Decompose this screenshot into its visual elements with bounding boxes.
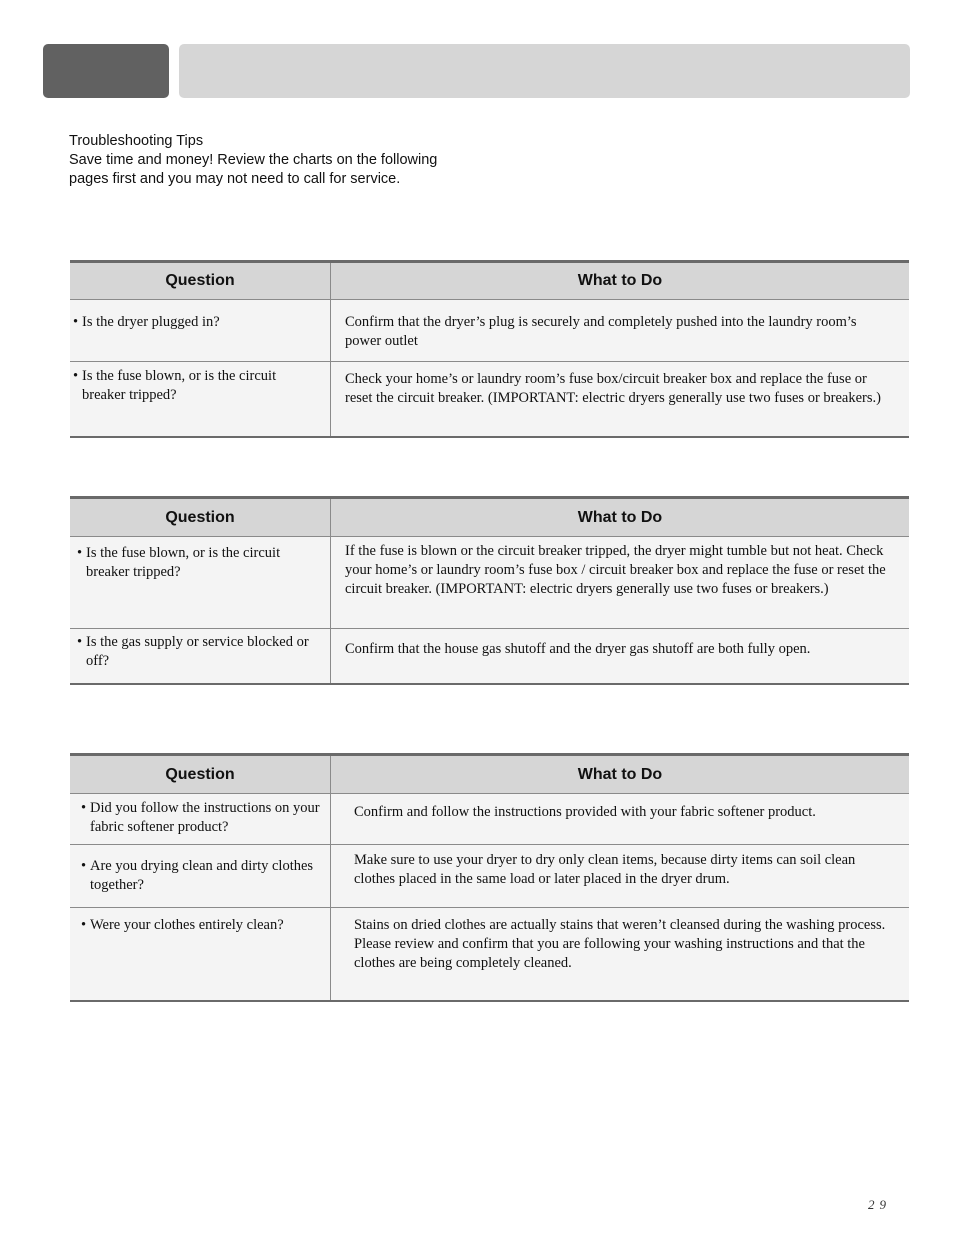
table-row: • Are you drying clean and dirty clothes together? Make sure to use your dryer to dry only clean items, because dirty items can soil clean clothes placed in the same load or later placed in the dryer drum. [70, 845, 909, 908]
troubleshooting-table-3 [70, 753, 909, 1002]
row-answer: Stains on dried clothes are actually stains that weren’t cleansed during the washing process. Please review and confirm that you are following your washing instructions and that the clothes are being completely cleaned. [354, 917, 886, 971]
table-header [70, 499, 909, 537]
page-number: 29 [868, 1197, 891, 1212]
intro-title: Troubleshooting Tips [69, 133, 204, 149]
header-question: Question [70, 756, 331, 793]
row-question: Did you follow the instructions on your fabric softener product? [90, 800, 320, 835]
row-question: Is the gas supply or service blocked or off? [86, 634, 309, 669]
header-question: Question [70, 263, 331, 299]
section-header-bar [179, 44, 910, 98]
table-row: • Were your clothes entirely clean? Stains on dried clothes are actually stains that weren’t cleansed during the washing process. Please review and confirm that you are following your washing instructions and that the clothes are being completely cleaned. [70, 908, 909, 1000]
intro-line-2: pages first and you may not need to call for service. [69, 171, 401, 187]
section-tab-dark [43, 44, 169, 98]
row-answer: Check your home’s or laundry room’s fuse box/circuit breaker box and replace the fuse or reset the circuit breaker. (IMPORTANT: electric dryers generally use two fuses or breakers.) [345, 371, 881, 406]
table-row: • Is the dryer plugged in? Confirm that the dryer’s plug is securely and completely pushed into the laundry room’s power outlet [70, 300, 909, 362]
table-row: • Is the fuse blown, or is the circuit breaker tripped? If the fuse is blown or the circuit breaker tripped, the dryer might tumble but not heat. Check your home’s or laundry room’s fuse box / circuit breaker box and replace the fuse or reset the circuit breaker. (IMPORTANT: electric dryers generally use two fuses or breakers.) [70, 537, 909, 629]
table-row: • Is the gas supply or service blocked or off? Confirm that the house gas shutoff and the dryer gas shutoff are both fully open. [70, 629, 909, 683]
troubleshooting-table-1 [70, 260, 909, 438]
row-question: Is the dryer plugged in? [82, 314, 220, 330]
intro-line-1: Save time and money! Review the charts on the following [69, 152, 438, 168]
table-header [70, 263, 909, 300]
row-question: Is the fuse blown, or is the circuit breaker tripped? [86, 545, 281, 580]
row-question: Were your clothes entirely clean? [90, 917, 284, 933]
row-question: Is the fuse blown, or is the circuit breaker tripped? [82, 368, 277, 403]
table-row: • Did you follow the instructions on your fabric softener product? Confirm and follow the instructions provided with your fabric softener product. [70, 794, 909, 845]
header-what-to-do: What to Do [577, 765, 663, 783]
table-header [70, 756, 909, 794]
row-question: Are you drying clean and dirty clothes together? [90, 858, 314, 893]
header-question: Question [70, 499, 331, 536]
table-row: • Is the fuse blown, or is the circuit breaker tripped? Check your home’s or laundry room’s fuse box/circuit breaker box and replace the fuse or reset the circuit breaker. (IMPORTANT: electric dryers generally use two fuses or breakers.) [70, 362, 909, 436]
row-answer: Make sure to use your dryer to dry only clean items, because dirty items can soil clean clothes placed in the same load or later placed in the dryer drum. [354, 852, 856, 887]
header-what-to-do: What to Do [577, 508, 663, 526]
troubleshooting-table-2 [70, 496, 909, 685]
row-answer: Confirm that the house gas shutoff and the dryer gas shutoff are both fully open. [345, 641, 811, 657]
header-what-to-do: What to Do [577, 272, 663, 289]
intro-block [69, 132, 489, 189]
row-answer: Confirm and follow the instructions provided with your fabric softener product. [354, 804, 816, 820]
row-answer: If the fuse is blown or the circuit breaker tripped, the dryer might tumble but not heat. Check your home’s or laundry room’s fuse box / circuit breaker box and replace the fuse or reset the circuit breaker. (IMPORTANT: electric dryers generally use two fuses or breakers.) [345, 543, 886, 597]
row-answer: Confirm that the dryer’s plug is securely and completely pushed into the laundry room’s power outlet [345, 314, 857, 349]
